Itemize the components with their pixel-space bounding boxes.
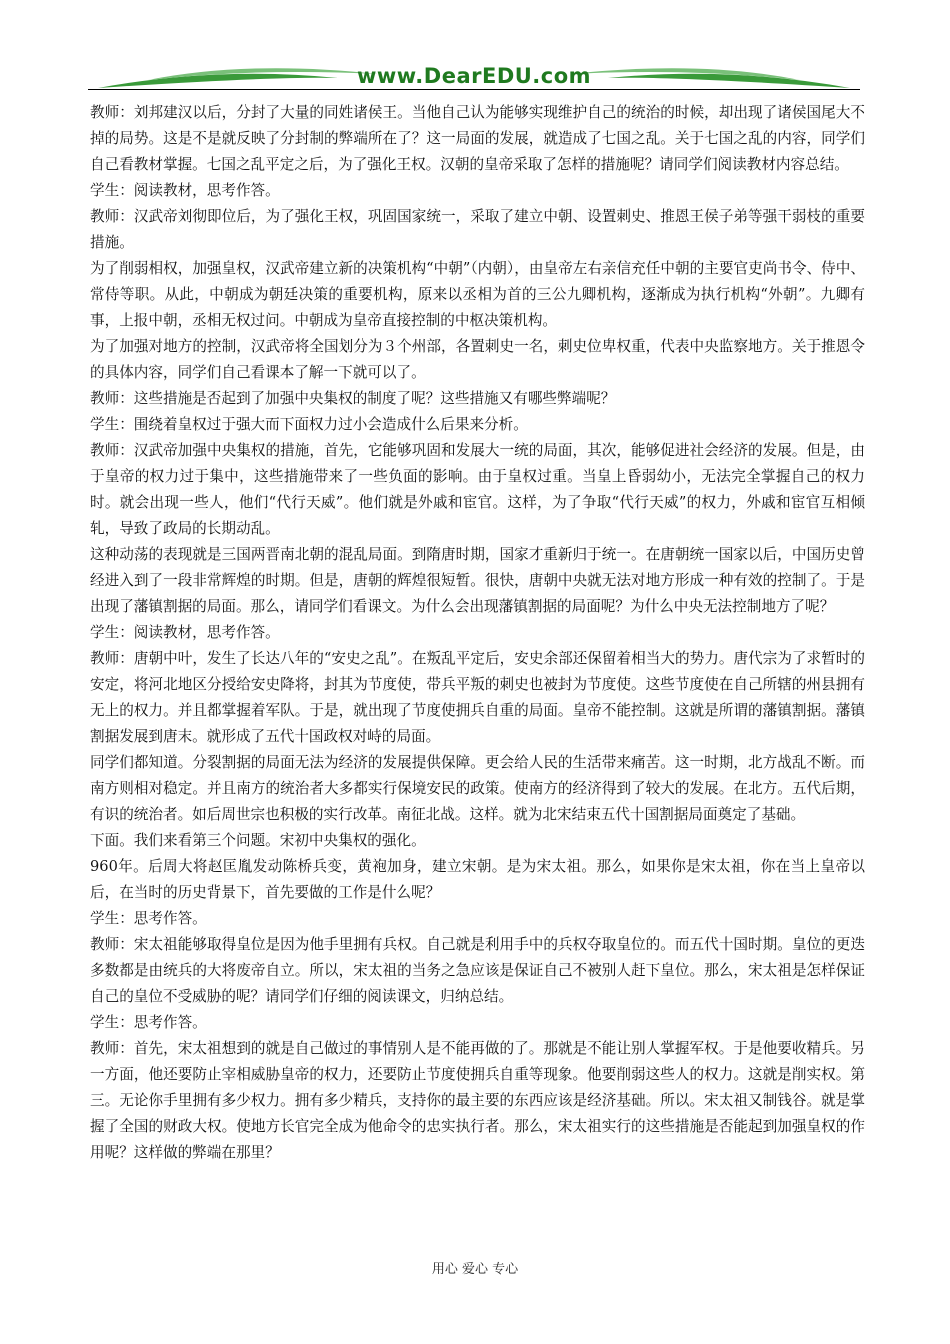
paragraph: 教师：汉武帝加强中央集权的措施，首先，它能够巩固和发展大一统的局面，其次，能够促进社会经济的发展。但是，由于皇帝的权力过于集中，这些措施带来了一些负面的影响。由于皇权过重。当皇上昏弱幼小，无法完全掌握自己的权力时。就会出现一些人，他们“代行天威”。他们就是外戚和宦官。这样，为了争取“代行天威”的权力，外戚和宦官互相倾轧，导致了政局的长期动乱。 (90, 442, 865, 537)
paragraph: 学生：思考作答。 (90, 1014, 207, 1031)
paragraph: 下面。我们来看第三个问题。宋初中央集权的强化。 (90, 832, 426, 849)
paragraph: 同学们都知道。分裂割据的局面无法为经济的发展提供保障。更会给人民的生活带来痛苦。这一时期，北方战乱不断。而南方则相对稳定。并且南方的统治者大多都实行保境安民的政策。使南方的经济得到了较大的发展。在北方。五代后期，有识的统治者。如后周世宗也积极的实行改革。南征北战。这样。就为北宋结束五代十国割据局面奠定了基础。 (90, 754, 865, 823)
document-body (90, 100, 865, 1166)
page-footer: 用心 爱心 专心 (431, 1262, 519, 1277)
paragraph: 教师：唐朝中叶，发生了长达八年的“安史之乱”。在叛乱平定后，安史余部还保留着相当大的势力。唐代宗为了求暂时的安定，将河北地区分授给安史降将，封其为节度使，带兵平叛的刺史也被封为节度使。这些节度使在自己所辖的州县拥有无上的权力。并且都掌握着军队。于是，就出现了节度使拥兵自重的局面。皇帝不能控制。这就是所谓的藩镇割据。藩镇割据发展到唐末。就形成了五代十国政权对峙的局面。 (90, 650, 865, 745)
paragraph: 学生：思考作答。 (90, 910, 207, 927)
paragraph: 学生：阅读教材，思考作答。 (90, 182, 280, 199)
site-name: www.DearEDU.com (356, 64, 592, 88)
paragraph: 教师：刘邦建汉以后，分封了大量的同姓诸侯王。当他自己认为能够实现维护自己的统治的时候，却出现了诸侯国尾大不掉的局势。这是不是就反映了分封制的弊端所在了？这一局面的发展，就造成了七国之乱。关于七国之乱的内容，同学们自己看教材掌握。七国之乱平定之后，为了强化王权。汉朝的皇帝采取了怎样的措施呢？请同学们阅读教材内容总结。 (90, 104, 865, 173)
paragraph: 教师：这些措施是否起到了加强中央集权的制度了呢？这些措施又有哪些弊端呢？ (90, 390, 616, 407)
paragraph: 为了加强对地方的控制，汉武帝将全国划分为３个州部，各置刺史一名，刺史位卑权重，代表中央监察地方。关于推恩令的具体内容，同学们自己看课本了解一下就可以了。 (90, 338, 865, 381)
header-divider (88, 89, 860, 90)
paragraph: 教师：汉武帝刘彻即位后，为了强化王权，巩固国家统一，采取了建立中朝、设置刺史、推恩王侯子弟等强干弱枝的重要措施。 (90, 208, 865, 251)
paragraph: 教师：宋太祖能够取得皇位是因为他手里拥有兵权。自己就是利用手中的兵权夺取皇位的。而五代十国时期。皇位的更迭多数都是由统兵的大将废帝自立。所以，宋太祖的当务之急应该是保证自己不被别人赶下皇位。那么，宋太祖是怎样保证自己的皇位不受威胁的呢？请同学们仔细的阅读课文，归纳总结。 (90, 936, 865, 1005)
page-header (88, 58, 860, 96)
paragraph: 这种动荡的表现就是三国两晋南北朝的混乱局面。到隋唐时期，国家才重新归于统一。在唐朝统一国家以后，中国历史曾经进入到了一段非常辉煌的时期。但是，唐朝的辉煌很短暂。很快，唐朝中央就无法对地方形成一种有效的控制了。于是出现了藩镇割据的局面。那么，请同学们看课文。为什么会出现藩镇割据的局面呢？为什么中央无法控制地方了呢？ (90, 546, 865, 615)
paragraph: 960年。后周大将赵匡胤发动陈桥兵变，黄袍加身，建立宋朝。是为宋太祖。那么，如果你是宋太祖，你在当上皇帝以后，在当时的历史背景下，首先要做的工作是什么呢？ (90, 858, 865, 901)
paragraph: 学生：阅读教材，思考作答。 (90, 624, 280, 641)
paragraph: 为了削弱相权，加强皇权，汉武帝建立新的决策机构“中朝”（内朝），由皇帝左右亲信充任中朝的主要官吏尚书令、侍中、常侍等职。从此，中朝成为朝廷决策的重要机构，原来以丞相为首的三公九卿机构，逐渐成为执行机构“外朝”。九卿有事，上报中朝，丞相无权过问。中朝成为皇帝直接控制的中枢决策机构。 (90, 260, 865, 329)
paragraph: 教师：首先，宋太祖想到的就是自己做过的事情别人是不能再做的了。那就是不能让别人掌握军权。于是他要收精兵。另一方面，他还要防止宰相威胁皇帝的权力，还要防止节度使拥兵自重等现象。他要削弱这些人的权力。这就是削实权。第三。无论你手里拥有多少权力。拥有多少精兵，支持你的最主要的东西应该是经济基础。所以。宋太祖又制钱谷。就是掌握了全国的财政大权。使地方长官完全成为他命令的忠实执行者。那么，宋太祖实行的这些措施是否能起到加强皇权的作用呢？这样做的弊端在那里？ (90, 1040, 865, 1161)
paragraph: 学生：围绕着皇权过于强大而下面权力过小会造成什么后果来分析。 (90, 416, 528, 433)
